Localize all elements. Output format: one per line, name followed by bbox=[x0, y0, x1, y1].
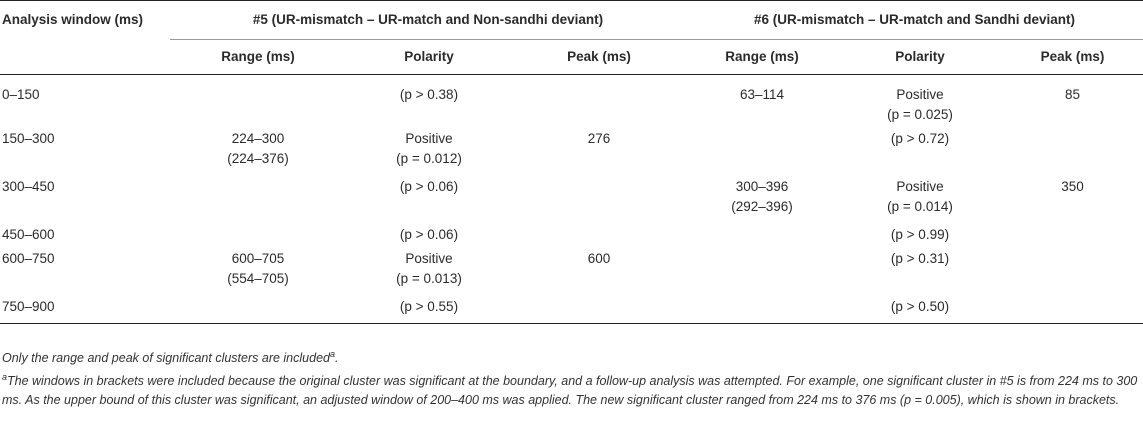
table-row bbox=[0, 221, 1143, 245]
cell-range-5: 224–300 (224–376) bbox=[227, 131, 289, 166]
table-row bbox=[0, 245, 1143, 293]
table-row bbox=[0, 293, 1143, 324]
cell-peak-6 bbox=[1002, 125, 1143, 173]
cell-polarity-5: (p > 0.06) bbox=[399, 179, 459, 194]
cell-polarity-5: (p > 0.55) bbox=[399, 299, 459, 314]
cell-peak-6 bbox=[1002, 221, 1143, 245]
header-row-groups bbox=[0, 1, 1143, 40]
cell-polarity-6: Positive (p = 0.025) bbox=[887, 87, 953, 122]
cell-range-5 bbox=[170, 221, 346, 245]
footnote-general: Only the range and peak of significant clusters are included$^a$. bbox=[2, 348, 339, 365]
cell-range-5 bbox=[170, 173, 346, 221]
cell-peak-5 bbox=[512, 75, 686, 126]
footnote-a: $^a$The windows in brackets were included because the original cluster was significant at the boundary, and a follow-up analysis was attempted. For example, one significant cluster in #5 is from 224 ms to 300 ms. As the upper bound of this cluster was significant, an adjusted window of 200–400 ms was applied. The new significant cluster ranged from 224 ms to 376 ms (p = 0.005), which is shown in brackets. bbox=[2, 371, 1138, 407]
header-empty bbox=[0, 40, 170, 75]
cell-range-6 bbox=[686, 293, 838, 324]
cell-polarity-5: (p > 0.06) bbox=[399, 227, 459, 242]
header-polarity-6: Polarity bbox=[895, 49, 945, 64]
cell-window: 300–450 bbox=[2, 179, 55, 194]
footnote-marker: a bbox=[329, 348, 335, 359]
cell-range-6: 63–114 bbox=[739, 87, 785, 102]
footnote-marker: a bbox=[2, 371, 8, 382]
cell-peak-5: 600 bbox=[587, 251, 611, 266]
cell-peak-5 bbox=[512, 221, 686, 245]
table-row bbox=[0, 75, 1143, 126]
cell-range-6 bbox=[686, 221, 838, 245]
cell-window: 750–900 bbox=[2, 299, 55, 314]
cell-range-6 bbox=[686, 245, 838, 293]
header-group-6: #6 (UR-mismatch – UR-match and Sandhi deviant) bbox=[686, 1, 1143, 40]
cell-peak-5 bbox=[512, 293, 686, 324]
header-polarity-5: Polarity bbox=[404, 49, 454, 64]
cell-polarity-6: (p > 0.50) bbox=[890, 299, 950, 314]
cell-peak-6: 85 bbox=[1065, 87, 1081, 102]
table-footnotes bbox=[2, 349, 1140, 410]
cell-peak-6 bbox=[1002, 245, 1143, 293]
cell-window: 0–150 bbox=[2, 87, 40, 102]
cell-window: 150–300 bbox=[2, 131, 55, 146]
cell-polarity-5: Positive (p = 0.013) bbox=[396, 251, 462, 286]
table-row bbox=[0, 125, 1143, 173]
header-range-5: Range (ms) bbox=[221, 49, 295, 64]
header-range-6: Range (ms) bbox=[725, 49, 799, 64]
cell-peak-6 bbox=[1002, 293, 1143, 324]
header-peak-6: Peak (ms) bbox=[1040, 49, 1105, 64]
header-group-5: #5 (UR-mismatch – UR-match and Non-sandhi deviant) bbox=[170, 1, 686, 40]
cell-range-6: 300–396 (292–396) bbox=[731, 179, 793, 214]
cell-window: 450–600 bbox=[2, 227, 55, 242]
cell-polarity-5: Positive (p = 0.012) bbox=[396, 131, 462, 166]
cell-peak-5: 276 bbox=[587, 131, 611, 146]
cell-polarity-6: Positive (p = 0.014) bbox=[887, 179, 953, 214]
cell-window: 600–750 bbox=[2, 251, 55, 266]
cell-range-5 bbox=[170, 75, 346, 126]
table-row bbox=[0, 173, 1143, 221]
header-peak-5: Peak (ms) bbox=[567, 49, 631, 64]
cell-range-5: 600–705 (554–705) bbox=[227, 251, 289, 286]
cell-range-5 bbox=[170, 293, 346, 324]
cell-polarity-6: (p > 0.31) bbox=[890, 251, 950, 266]
cell-peak-5 bbox=[512, 173, 686, 221]
cell-polarity-5: (p > 0.38) bbox=[399, 87, 459, 102]
cell-range-6 bbox=[686, 125, 838, 173]
header-row-sub bbox=[0, 40, 1143, 75]
cell-polarity-6: (p > 0.99) bbox=[890, 227, 950, 242]
header-analysis-window: Analysis window (ms) bbox=[0, 1, 170, 40]
cell-peak-6: 350 bbox=[1061, 179, 1084, 194]
cell-polarity-6: (p > 0.72) bbox=[890, 131, 950, 146]
